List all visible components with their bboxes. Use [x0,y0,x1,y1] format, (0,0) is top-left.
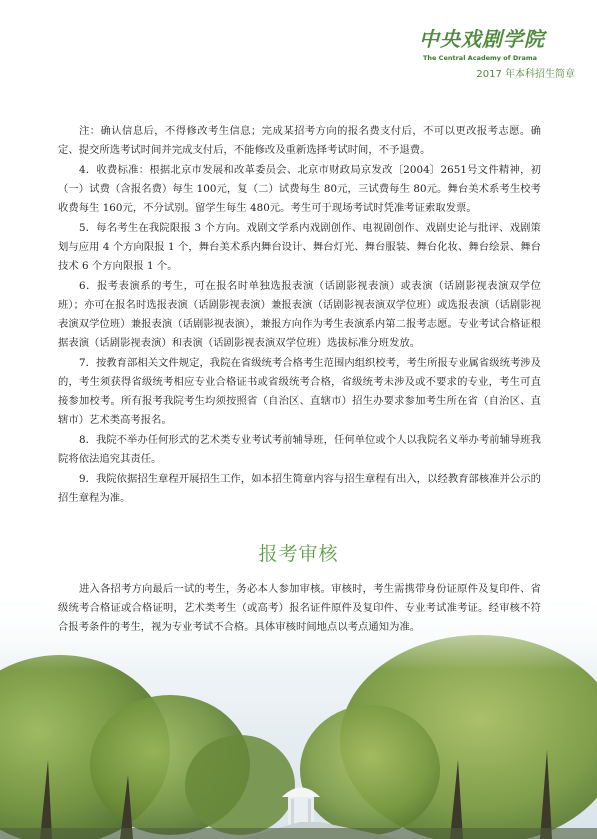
page-header [419,28,575,80]
paragraph-charter: 9．我院依据招生章程开展招生工作，如本招生简章内容与招生章程有出入，以经教育部核准并公示的招生章程为准。 [58,473,541,504]
academy-logo-english: The Central Academy of Drama [422,54,537,62]
paragraph-acting: 6．报考表演系的考生，可在报名时单独选报表演（话剧影视表演）或表演（话剧影视表演双学位班）；亦可在报名时选报表演（话剧影视表演）兼报表演（话剧影视表演双学位班）或选报表演（话剧影视表演双学位班）兼报表演（话剧影视表演），兼报方向作为考生表演系内第二报考志愿。专业考试合格证根据表演（话剧影视表演）和表演（话剧影视表演双学位班）选拔标准分班发放。 [58,280,541,349]
review-content [58,580,541,637]
section-title-review: 报考审核 [258,543,339,565]
paragraph-limit: 5．每名考生在我院限报 3 个方向。戏剧文学系内戏剧创作、电视剧创作、戏剧史论与批评、戏剧策划与应用 4 个方向限报 1 个，舞台美术系内舞台设计、舞台灯光、舞台服装、舞台化妆、舞台绘景、舞台技术 6 个方向限报 1 个。 [58,222,541,272]
paragraph-fees: 4．收费标准：根据北京市发展和改革委员会、北京市财政局京发改〔2004〕2651号文件精神，初（一）试费（含报名费）每生 100元，复（二）试费每生 80元，三试费每生 80元。舞台美术系考生校考收费每生 160元，不分试别。留学生每生 480元。考生可于现场考试时凭准考证索取发票。 [58,164,541,214]
brochure-subtitle: 2017 年本科招生简章 [476,69,575,80]
paragraph-note: 注：确认信息后，不得修改考生信息；完成某招考方向的报名费支付后，不可以更改报考志愿。确定、提交所选考试时间并完成支付后，不能修改及重新选择考试时间，不予退费。 [58,125,541,156]
academy-logo: 中央戏剧学院 [419,27,545,51]
paragraph-unified-exam: 7．按教育部相关文件规定，我院在省级统考合格考生范围内组织校考，考生所报专业属省级统考涉及的，考生须获得省级统考相应专业合格证书或省级统考合格，省级统考未涉及或不要求的专业，考生可直接参加校考。所有报考我院考生均须按照省（自治区、直辖市）招生办要求参加考生所在省（自治区、直辖市）艺术类高考报名。 [58,357,541,426]
paragraph-review: 进入各招考方向最后一试的考生，务必本人参加审核。审核时，考生需携带身份证原件及复印件、省级统考合格证或合格证明，艺术类考生（或高考）报名证件原件及复印件、专业考试准考证。经审核不符合报考条件的考生，视为专业考试不合格。具体审核时间地点以考点通知为准。 [58,583,541,633]
paragraph-no-tutoring: 8．我院不举办任何形式的艺术类专业考试考前辅导班，任何单位或个人以我院名义举办考前辅导班我院将依法追究其责任。 [58,434,541,465]
main-content [58,122,541,508]
